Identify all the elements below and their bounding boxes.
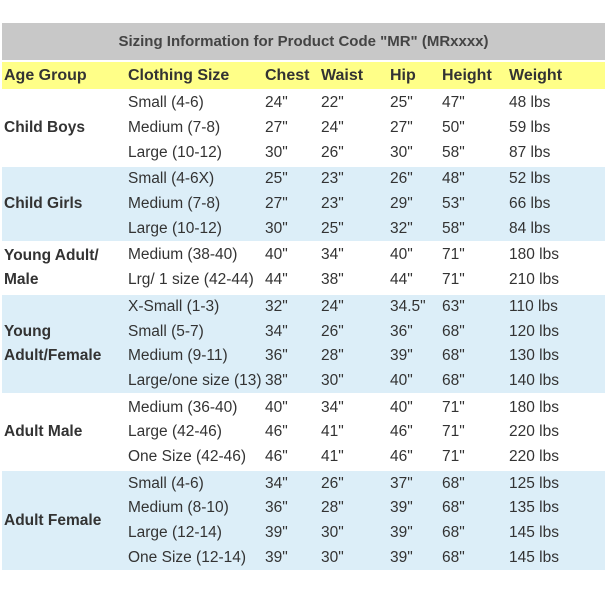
hip-cell: 39"	[388, 344, 440, 369]
height-cell: 71"	[440, 242, 507, 268]
waist-cell: 26"	[319, 319, 388, 344]
chest-cell: 30"	[263, 140, 319, 166]
clothing-size-cell: One Size (12-14)	[126, 545, 263, 570]
age-group-cell: Adult Female	[2, 470, 126, 570]
chest-cell: 27"	[263, 116, 319, 141]
hip-cell: 46"	[388, 445, 440, 471]
table-header	[2, 62, 605, 90]
hip-cell: 39"	[388, 545, 440, 570]
waist-cell: 41"	[319, 445, 388, 471]
hip-cell: 40"	[388, 394, 440, 420]
height-cell: 71"	[440, 445, 507, 471]
weight-cell: 220 lbs	[507, 420, 605, 445]
chest-cell: 30"	[263, 216, 319, 242]
chest-cell: 34"	[263, 470, 319, 496]
hip-cell: 39"	[388, 521, 440, 546]
weight-cell: 59 lbs	[507, 116, 605, 141]
clothing-size-cell: Large/one size (13)	[126, 369, 263, 395]
header-waist: Waist	[319, 62, 388, 90]
height-cell: 68"	[440, 344, 507, 369]
hip-cell: 37"	[388, 470, 440, 496]
hip-cell: 36"	[388, 319, 440, 344]
header-clothing-size: Clothing Size	[126, 62, 263, 90]
clothing-size-cell: Large (10-12)	[126, 216, 263, 242]
hip-cell: 30"	[388, 140, 440, 166]
weight-cell: 180 lbs	[507, 242, 605, 268]
waist-cell: 28"	[319, 496, 388, 521]
chest-cell: 46"	[263, 420, 319, 445]
clothing-size-cell: Large (12-14)	[126, 521, 263, 546]
waist-cell: 24"	[319, 294, 388, 320]
chest-cell: 34"	[263, 319, 319, 344]
chest-cell: 40"	[263, 242, 319, 268]
height-cell: 68"	[440, 521, 507, 546]
clothing-size-cell: Medium (38-40)	[126, 242, 263, 268]
age-group-cell: Child Girls	[2, 166, 126, 242]
hip-cell: 44"	[388, 268, 440, 294]
header-weight: Weight	[507, 62, 605, 90]
weight-cell: 84 lbs	[507, 216, 605, 242]
height-cell: 63"	[440, 294, 507, 320]
height-cell: 48"	[440, 166, 507, 192]
chest-cell: 44"	[263, 268, 319, 294]
clothing-size-cell: One Size (42-46)	[126, 445, 263, 471]
height-cell: 68"	[440, 319, 507, 344]
height-cell: 53"	[440, 192, 507, 217]
clothing-size-cell: Small (4-6)	[126, 470, 263, 496]
waist-cell: 38"	[319, 268, 388, 294]
weight-cell: 145 lbs	[507, 545, 605, 570]
table-row	[2, 242, 605, 268]
chest-cell: 40"	[263, 394, 319, 420]
height-cell: 68"	[440, 496, 507, 521]
clothing-size-cell: Medium (8-10)	[126, 496, 263, 521]
waist-cell: 30"	[319, 369, 388, 395]
waist-cell: 30"	[319, 545, 388, 570]
weight-cell: 125 lbs	[507, 470, 605, 496]
waist-cell: 23"	[319, 166, 388, 192]
waist-cell: 25"	[319, 216, 388, 242]
chest-cell: 24"	[263, 90, 319, 116]
clothing-size-cell: Small (4-6X)	[126, 166, 263, 192]
height-cell: 71"	[440, 420, 507, 445]
chest-cell: 38"	[263, 369, 319, 395]
weight-cell: 52 lbs	[507, 166, 605, 192]
age-group-cell: Child Boys	[2, 90, 126, 166]
waist-cell: 24"	[319, 116, 388, 141]
waist-cell: 34"	[319, 394, 388, 420]
hip-cell: 46"	[388, 420, 440, 445]
table-body	[2, 90, 605, 570]
table-row	[2, 166, 605, 192]
height-cell: 68"	[440, 369, 507, 395]
clothing-size-cell: Medium (9-11)	[126, 344, 263, 369]
clothing-size-cell: Large (10-12)	[126, 140, 263, 166]
sizing-table	[2, 62, 605, 570]
waist-cell: 30"	[319, 521, 388, 546]
table-row	[2, 294, 605, 320]
age-group-cell: Adult Male	[2, 394, 126, 470]
chest-cell: 25"	[263, 166, 319, 192]
header-chest: Chest	[263, 62, 319, 90]
table-row	[2, 90, 605, 116]
chest-cell: 39"	[263, 545, 319, 570]
waist-cell: 28"	[319, 344, 388, 369]
clothing-size-cell: Small (5-7)	[126, 319, 263, 344]
weight-cell: 130 lbs	[507, 344, 605, 369]
chest-cell: 39"	[263, 521, 319, 546]
chest-cell: 36"	[263, 344, 319, 369]
age-group-cell: Young Adult/ Male	[2, 242, 126, 293]
chest-cell: 46"	[263, 445, 319, 471]
chest-cell: 27"	[263, 192, 319, 217]
height-cell: 47"	[440, 90, 507, 116]
hip-cell: 40"	[388, 369, 440, 395]
waist-cell: 26"	[319, 470, 388, 496]
hip-cell: 34.5"	[388, 294, 440, 320]
hip-cell: 25"	[388, 90, 440, 116]
table-row	[2, 394, 605, 420]
waist-cell: 26"	[319, 140, 388, 166]
clothing-size-cell: Medium (36-40)	[126, 394, 263, 420]
weight-cell: 120 lbs	[507, 319, 605, 344]
height-cell: 58"	[440, 216, 507, 242]
clothing-size-cell: Small (4-6)	[126, 90, 263, 116]
table-row	[2, 470, 605, 496]
chart-title: Sizing Information for Product Code "MR" (MRxxxx)	[2, 23, 605, 60]
waist-cell: 23"	[319, 192, 388, 217]
height-cell: 68"	[440, 545, 507, 570]
hip-cell: 29"	[388, 192, 440, 217]
waist-cell: 34"	[319, 242, 388, 268]
weight-cell: 48 lbs	[507, 90, 605, 116]
weight-cell: 145 lbs	[507, 521, 605, 546]
chest-cell: 36"	[263, 496, 319, 521]
height-cell: 50"	[440, 116, 507, 141]
clothing-size-cell: X-Small (1-3)	[126, 294, 263, 320]
weight-cell: 135 lbs	[507, 496, 605, 521]
hip-cell: 27"	[388, 116, 440, 141]
weight-cell: 210 lbs	[507, 268, 605, 294]
header-row	[2, 62, 605, 90]
height-cell: 68"	[440, 470, 507, 496]
hip-cell: 40"	[388, 242, 440, 268]
height-cell: 71"	[440, 268, 507, 294]
height-cell: 71"	[440, 394, 507, 420]
clothing-size-cell: Medium (7-8)	[126, 116, 263, 141]
waist-cell: 22"	[319, 90, 388, 116]
hip-cell: 39"	[388, 496, 440, 521]
hip-cell: 32"	[388, 216, 440, 242]
age-group-cell: Young Adult/Female	[2, 294, 126, 395]
height-cell: 58"	[440, 140, 507, 166]
clothing-size-cell: Lrg/ 1 size (42-44)	[126, 268, 263, 294]
waist-cell: 41"	[319, 420, 388, 445]
chest-cell: 32"	[263, 294, 319, 320]
clothing-size-cell: Large (42-46)	[126, 420, 263, 445]
header-hip: Hip	[388, 62, 440, 90]
weight-cell: 220 lbs	[507, 445, 605, 471]
weight-cell: 180 lbs	[507, 394, 605, 420]
weight-cell: 140 lbs	[507, 369, 605, 395]
header-height: Height	[440, 62, 507, 90]
header-age-group: Age Group	[2, 62, 126, 90]
weight-cell: 87 lbs	[507, 140, 605, 166]
hip-cell: 26"	[388, 166, 440, 192]
weight-cell: 66 lbs	[507, 192, 605, 217]
weight-cell: 110 lbs	[507, 294, 605, 320]
clothing-size-cell: Medium (7-8)	[126, 192, 263, 217]
